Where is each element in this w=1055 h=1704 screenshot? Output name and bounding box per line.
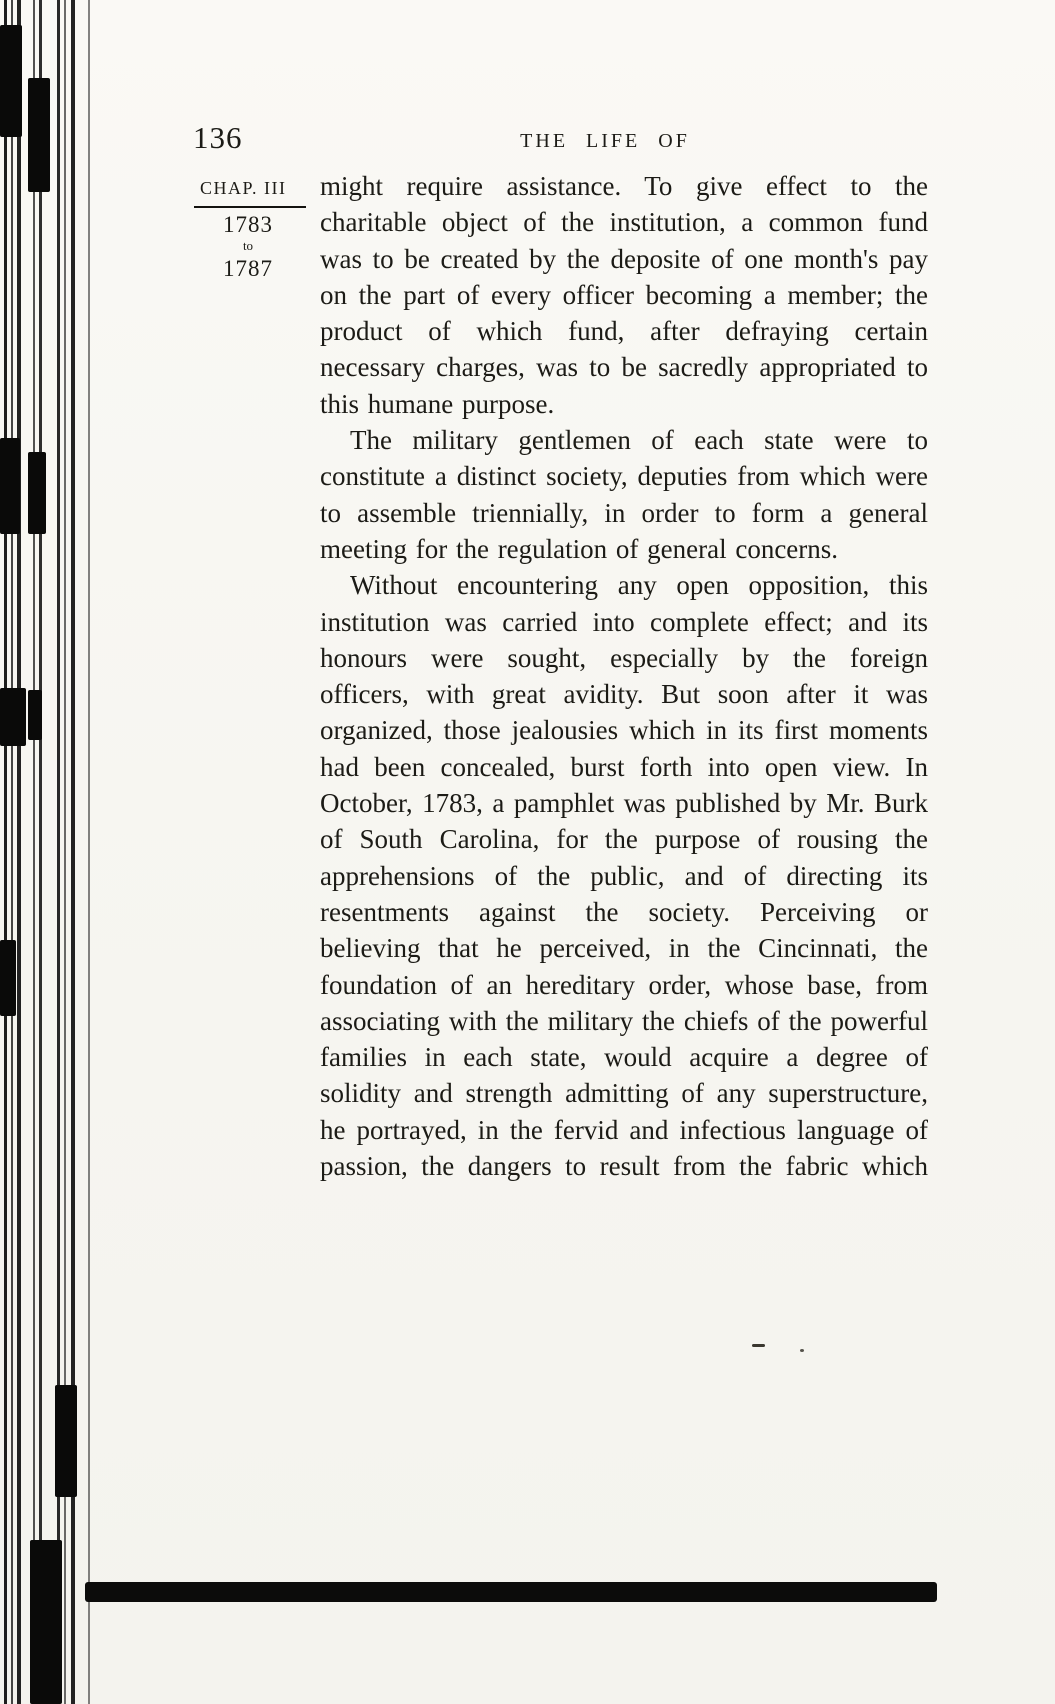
page-number: 136 <box>193 120 243 155</box>
chapter-label: CHAP. III <box>200 178 287 198</box>
scan-speck <box>752 1344 765 1347</box>
scan-streak <box>11 0 13 1704</box>
scan-streak <box>17 0 21 1704</box>
scan-blotch <box>55 1385 77 1497</box>
scan-bottom-bar <box>85 1582 937 1602</box>
body-text <box>320 168 928 1184</box>
paragraph-2: The military gentlemen of each state were to constitute a distinct society, deputies from which were to assemble triennially, in order to form a general meeting for the regulation of general concerns. <box>320 425 928 564</box>
year-end: 1787 <box>223 256 273 281</box>
scan-artifacts <box>0 0 110 1704</box>
running-header: THE LIFE OF <box>520 130 690 152</box>
scan-blotch <box>0 25 22 137</box>
scan-streak <box>88 0 90 1704</box>
scan-streak <box>33 0 35 1704</box>
scan-blotch <box>0 688 26 746</box>
margin-notes <box>186 178 310 282</box>
scan-streak <box>4 0 7 1704</box>
scan-blotch <box>0 940 16 1016</box>
paragraph-1: might require assistance. To give effect to the charitable object of the institution, a common fund was to be created by the deposite of one month's pay on the part of every officer becoming a member; the product of which fund, after defraying certain necessary charges, was to be sacredly appropriated to this humane purpose. <box>320 171 928 419</box>
scan-blotch <box>28 690 42 740</box>
margin-rule <box>194 206 306 208</box>
scan-blotch <box>0 438 20 534</box>
year-to: to <box>242 238 254 253</box>
scan-streak <box>39 0 42 1704</box>
paragraph-3: Without encountering any open opposition, this institution was carried into complete effect; and its honours were sought, especially by the foreign officers, with great avidity. But soon after it was organized, those jealousies which in its first moments had been concealed, burst forth into open view. In October, 1783, a pamphlet was published by Mr. Burk of South Carolina, for the purpose of rousing the apprehensions of the public, and of directing its resentments against the society. Perceiving or believing that he perceived, in the Cincinnati, the foundation of an hereditary order, whose base, from associating with the military the chiefs of the powerful families in each state, would acquire a degree of solidity and strength admitting of any superstructure, he portrayed, in the fervid and infectious language of passion, the dangers to result from the fabric which <box>320 570 928 1182</box>
scan-blotch <box>28 452 46 534</box>
scan-blotch <box>28 78 50 192</box>
scan-blotch <box>30 1540 62 1704</box>
year-start: 1783 <box>223 212 273 237</box>
scan-speck <box>800 1349 804 1352</box>
